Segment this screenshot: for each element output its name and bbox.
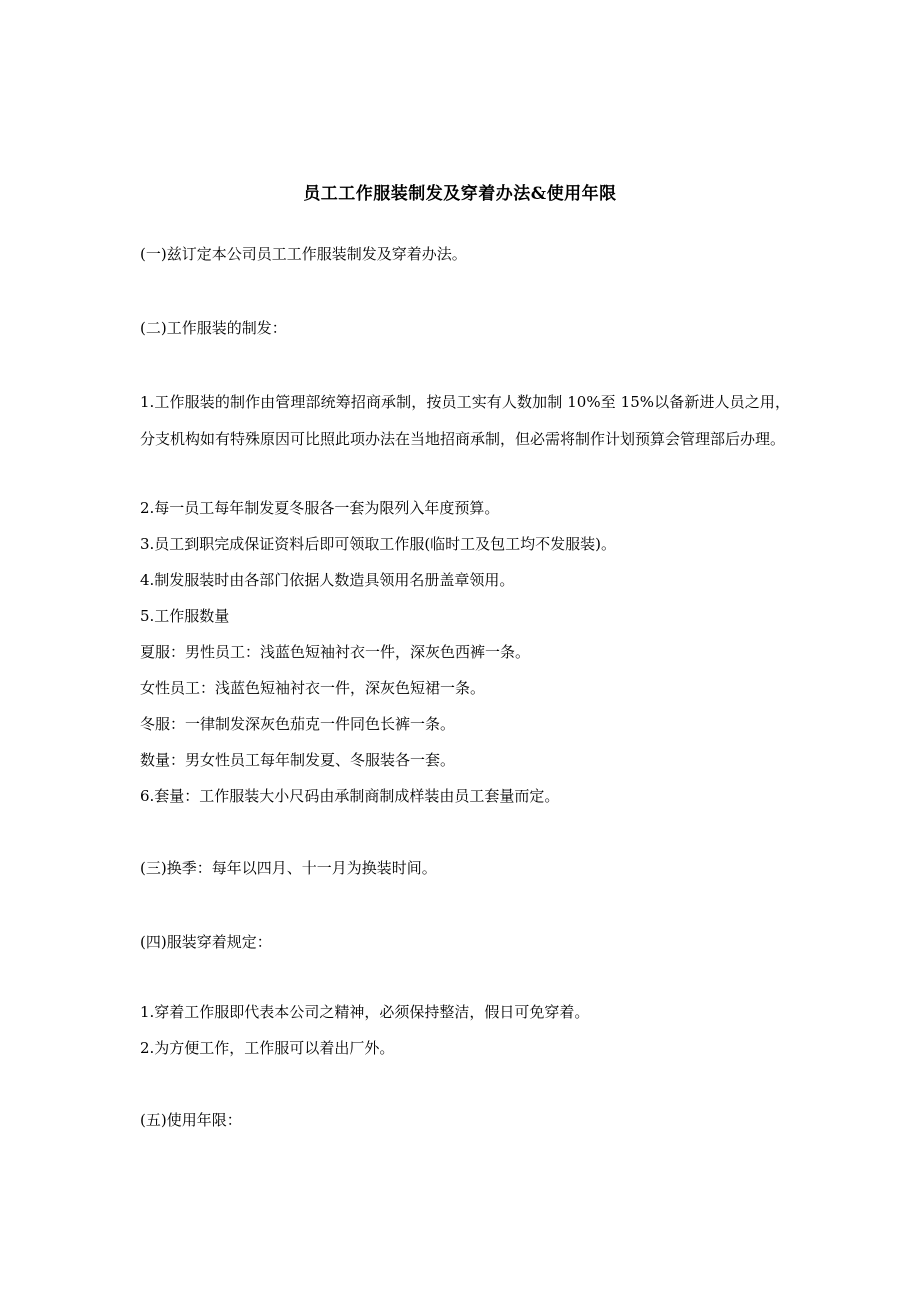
winter-uniform: 冬服：一律制发深灰色茄克一件同色长裤一条。	[140, 715, 456, 733]
section-4-heading: (四)服装穿着规定：	[140, 933, 272, 951]
issue-item-3: 3.员工到职完成保证资料后即可领取工作服(临时工及包工均不发服装)。	[140, 535, 617, 553]
section-1-text: (一)兹订定本公司员工工作服装制发及穿着办法。	[140, 245, 467, 263]
summer-male-uniform: 夏服：男性员工：浅蓝色短袖衬衣一件，深灰色西裤一条。	[140, 643, 531, 661]
uniform-quantity: 数量：男女性员工每年制发夏、冬服装各一套。	[140, 751, 456, 769]
issue-item-2: 2.每一员工每年制发夏冬服各一套为限列入年度预算。	[140, 499, 500, 517]
wear-rule-2: 2.为方便工作，工作服可以着出厂外。	[140, 1039, 395, 1057]
section-3-text: (三)换季：每年以四月、十一月为换装时间。	[140, 859, 437, 877]
issue-item-4: 4.制发服装时由各部门依据人数造具领用名册盖章领用。	[140, 571, 515, 589]
issue-item-5: 5.工作服数量	[140, 607, 230, 625]
section-5-heading: (五)使用年限：	[140, 1111, 242, 1129]
section-2-heading: (二)工作服装的制发：	[140, 319, 287, 337]
summer-female-uniform: 女性员工：浅蓝色短袖衬衣一件，深灰色短裙一条。	[140, 679, 486, 697]
issue-item-6: 6.套量：工作服装大小尺码由承制商制成样装由员工套量而定。	[140, 787, 560, 805]
issue-item-1: 1.工作服装的制作由管理部统筹招商承制，按员工实有人数加制 10%至 15%以备新进人员之用，分支机构如有特殊原因可比照此项办法在当地招商承制，但必需将制作计划预算会管理部后办理。	[140, 393, 790, 448]
document-title: 员工工作服装制发及穿着办法&使用年限	[303, 184, 617, 204]
wear-rule-1: 1.穿着工作服即代表本公司之精神，必须保持整洁，假日可免穿着。	[140, 1003, 590, 1021]
